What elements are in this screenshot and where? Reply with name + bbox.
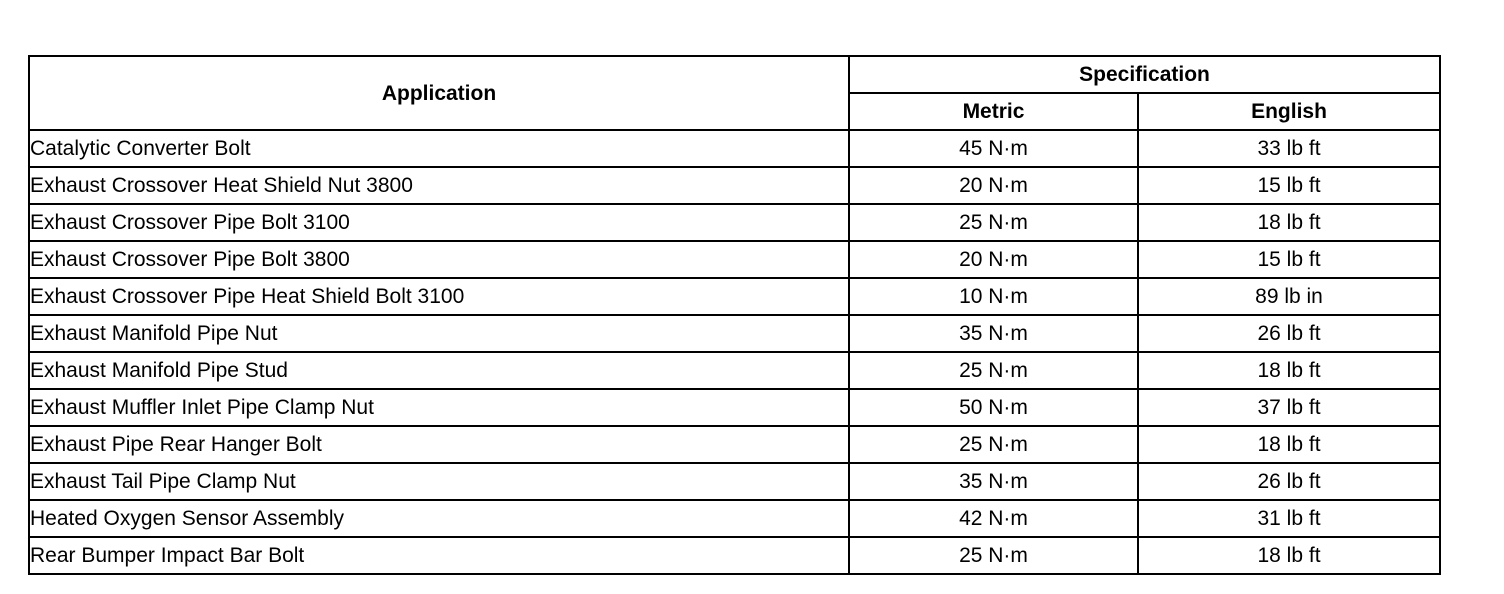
metric-cell: 35 N·m xyxy=(849,315,1138,352)
application-cell: Exhaust Crossover Pipe Bolt 3800 xyxy=(29,241,849,278)
application-cell: Exhaust Pipe Rear Hanger Bolt xyxy=(29,426,849,463)
metric-cell: 20 N·m xyxy=(849,241,1138,278)
metric-cell: 45 N·m xyxy=(849,130,1138,167)
application-cell: Exhaust Tail Pipe Clamp Nut xyxy=(29,463,849,500)
application-header: Application xyxy=(29,56,849,130)
english-cell: 26 lb ft xyxy=(1138,463,1440,500)
table-row xyxy=(29,130,1440,167)
table-row xyxy=(29,537,1440,574)
english-cell: 18 lb ft xyxy=(1138,426,1440,463)
metric-header: Metric xyxy=(849,93,1138,130)
application-cell: Exhaust Manifold Pipe Stud xyxy=(29,352,849,389)
english-cell: 18 lb ft xyxy=(1138,537,1440,574)
application-cell: Catalytic Converter Bolt xyxy=(29,130,849,167)
table-row xyxy=(29,426,1440,463)
table-row xyxy=(29,352,1440,389)
metric-cell: 20 N·m xyxy=(849,167,1138,204)
application-cell: Exhaust Muffler Inlet Pipe Clamp Nut xyxy=(29,389,849,426)
english-cell: 37 lb ft xyxy=(1138,389,1440,426)
application-cell: Exhaust Manifold Pipe Nut xyxy=(29,315,849,352)
table-row xyxy=(29,241,1440,278)
table-row xyxy=(29,389,1440,426)
table-row xyxy=(29,167,1440,204)
header-row-top xyxy=(29,56,1440,93)
english-cell: 89 lb in xyxy=(1138,278,1440,315)
table-body xyxy=(29,130,1440,574)
metric-cell: 25 N·m xyxy=(849,352,1138,389)
english-cell: 18 lb ft xyxy=(1138,204,1440,241)
fastener-spec-table xyxy=(28,55,1441,575)
application-cell: Rear Bumper Impact Bar Bolt xyxy=(29,537,849,574)
table-row xyxy=(29,463,1440,500)
application-cell: Heated Oxygen Sensor Assembly xyxy=(29,500,849,537)
application-cell: Exhaust Crossover Heat Shield Nut 3800 xyxy=(29,167,849,204)
table-row xyxy=(29,278,1440,315)
metric-cell: 25 N·m xyxy=(849,426,1138,463)
english-cell: 15 lb ft xyxy=(1138,167,1440,204)
metric-cell: 25 N·m xyxy=(849,204,1138,241)
metric-cell: 50 N·m xyxy=(849,389,1138,426)
english-cell: 31 lb ft xyxy=(1138,500,1440,537)
metric-cell: 10 N·m xyxy=(849,278,1138,315)
table-row xyxy=(29,500,1440,537)
application-cell: Exhaust Crossover Pipe Bolt 3100 xyxy=(29,204,849,241)
english-cell: 18 lb ft xyxy=(1138,352,1440,389)
metric-cell: 35 N·m xyxy=(849,463,1138,500)
english-cell: 33 lb ft xyxy=(1138,130,1440,167)
english-header: English xyxy=(1138,93,1440,130)
table-row xyxy=(29,315,1440,352)
application-cell: Exhaust Crossover Pipe Heat Shield Bolt 3100 xyxy=(29,278,849,315)
metric-cell: 42 N·m xyxy=(849,500,1138,537)
metric-cell: 25 N·m xyxy=(849,537,1138,574)
table-row xyxy=(29,204,1440,241)
specification-header: Specification xyxy=(849,56,1440,93)
english-cell: 15 lb ft xyxy=(1138,241,1440,278)
english-cell: 26 lb ft xyxy=(1138,315,1440,352)
